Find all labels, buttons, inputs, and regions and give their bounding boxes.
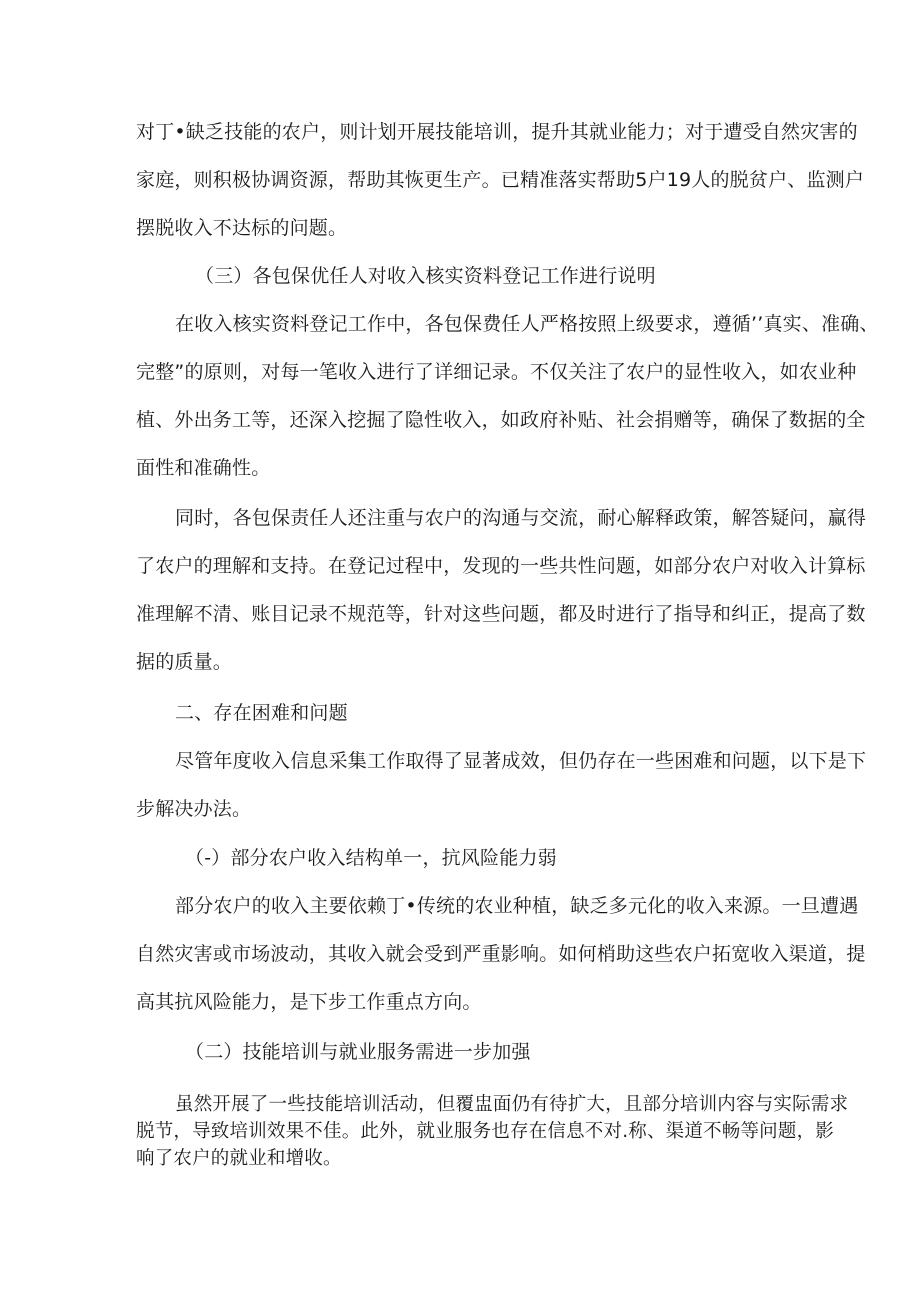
- paragraph-line: 脱节，导致培训效果不佳。此外，就业服务也存在信息不对.称、渠道不畅等问题，影: [136, 1121, 834, 1142]
- paragraph-line: 虽然开展了一些技能培训活动，但覆盅面仍有待扩大，且部分培训内容与实际需求: [175, 1094, 849, 1115]
- paragraph-line: 家庭，则积极协调资源，帮助其恢更生产。已精准落实帮助5户19人的脱贫户、监测户: [136, 169, 865, 191]
- paragraph-line: 自然灾害或市场波动，其收入就会受到严重影响。如何梢助这些农户拓宽收入渠道，提: [136, 943, 866, 965]
- paragraph-line: 面性和准确性。: [136, 457, 271, 479]
- section-heading: （-）部分农户收入结构单一，抗风险能力弱: [185, 847, 557, 869]
- paragraph-line: 据的质量。: [136, 651, 233, 673]
- paragraph-line: 部分农户的收入主要依赖丁•传统的农业种植，缺乏多元化的收入来源。一旦遭遇: [175, 895, 859, 917]
- paragraph-line: 步解决办法。: [136, 798, 252, 820]
- paragraph-line: 对丁•缺乏技能的农户，则计划开展技能培训，提升其就业能力；对于遭受自然灾害的: [136, 121, 858, 143]
- section-heading: 二、存在困难和问题: [175, 702, 348, 724]
- paragraph-line: 完整”的原则，对每一笔收入进行了详细记录。不仅关注了农户的显性收入，如农业种: [136, 361, 857, 383]
- paragraph-line: 尽管年度收入信息采集工作取得了显著成效，但仍存在一些困难和问题，以下是下: [175, 750, 867, 772]
- paragraph-line: 同时，各包保责任人还注重与农户的沟通与交流，耐心解释政策，解答疑问，赢得: [175, 507, 867, 529]
- paragraph-line: 摆脱收入不达标的问题。: [136, 217, 348, 239]
- paragraph-line: 高其抗风险能力，是下步工作重点方向。: [136, 991, 482, 1013]
- paragraph-line: 准理解不清、账目记录不规范等，针对这些问题，都及时进行了指导和纠正，提高了数: [136, 603, 866, 625]
- section-heading: （二）技能培训与就业服务需进一步加强: [185, 1041, 531, 1063]
- paragraph-line: 植、外出务工等，还深入挖掘了隐性收入，如政府补贴、社会捐赠等，确保了数据的全: [136, 409, 866, 431]
- paragraph-line: 在收入核实资料登记工作中，各包保费任人严格按照上级要求，遵循’’真实、准确、: [175, 313, 879, 335]
- paragraph-line: 响了农户的就业和增收。: [136, 1148, 342, 1169]
- paragraph-line: 了农户的理解和支持。在登记过程中，发现的一些共性问题，如部分农户对收入计算标: [136, 555, 866, 577]
- section-heading: （三）各包保优任人对收入核实资料登记工作进行说明: [195, 265, 656, 287]
